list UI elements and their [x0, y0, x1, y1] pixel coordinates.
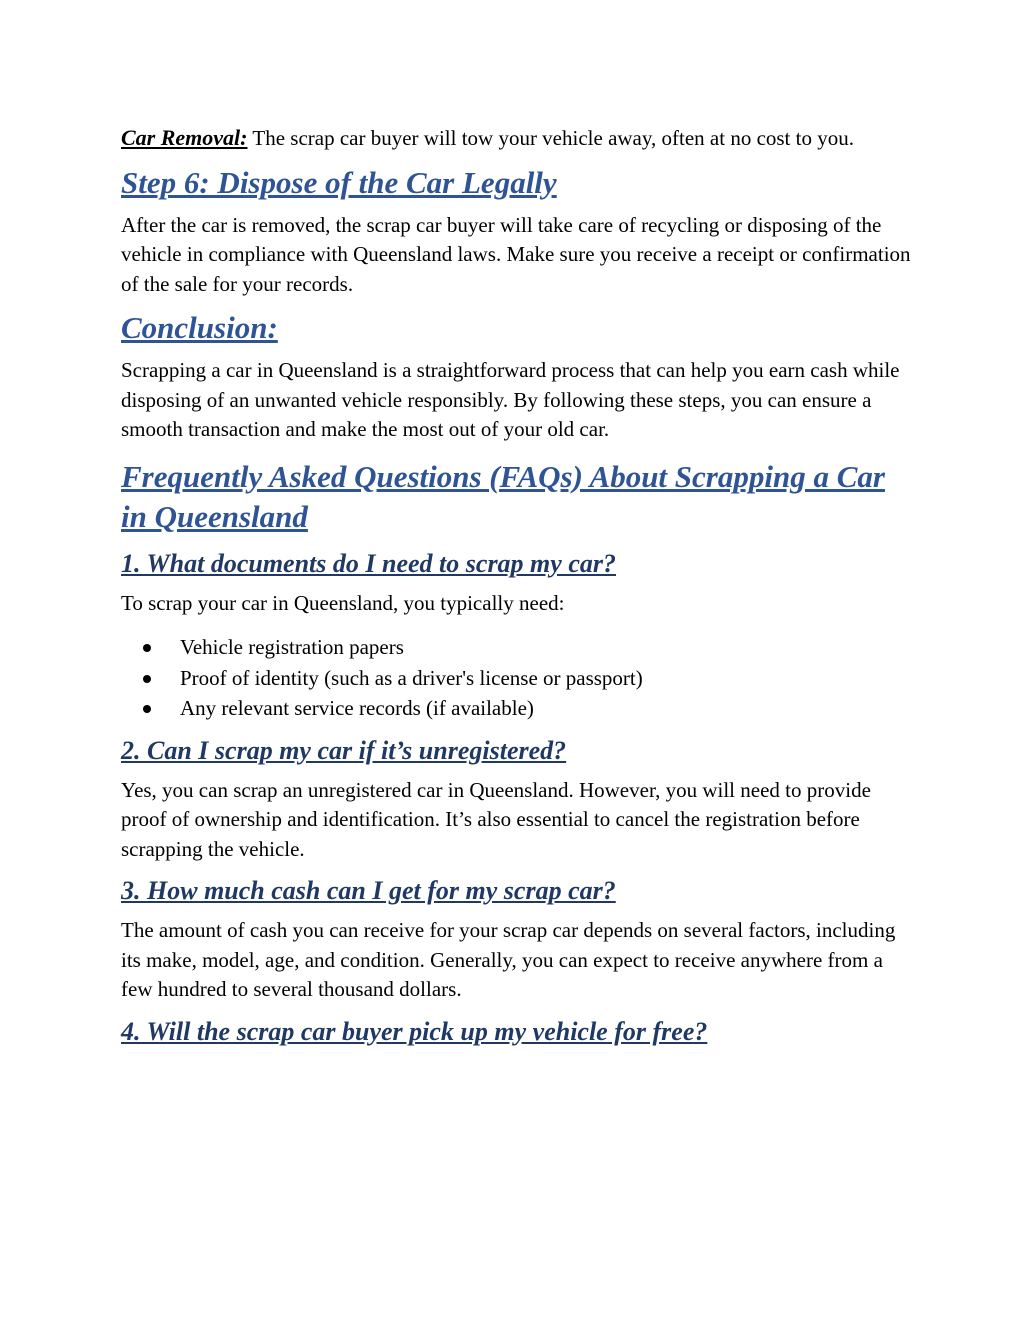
car-removal-label: Car Removal: [121, 125, 248, 150]
faq-question-1: 1. What documents do I need to scrap my car? [121, 548, 616, 578]
list-item [180, 693, 911, 724]
bullet-icon [143, 675, 151, 683]
list-item-text: Proof of identity (such as a driver's license or passport) [180, 665, 643, 690]
document-content [121, 123, 911, 1057]
faq-answer-1: To scrap your car in Queensland, you typically need: [121, 590, 565, 615]
list-item-text: Vehicle registration papers [180, 635, 404, 659]
step6-paragraph: After the car is removed, the scrap car buyer will take care of recycling or disposing of the vehicle in compliance with Queensland laws. Make sure you receive a receipt or confirmation of the sale for your records. [121, 212, 911, 296]
faq-answer-3: The amount of cash you can receive for your scrap car depends on several factors, including its make, model, age, and condition. Generally, you can expect to receive anywhere from a few hundred to several thousand dollars. [121, 918, 896, 1001]
conclusion-heading: Conclusion: [121, 310, 278, 345]
bullet-icon [143, 644, 151, 652]
faq-question-2: 2. Can I scrap my car if it’s unregistered? [121, 735, 567, 765]
step6-heading: Step 6: Dispose of the Car Legally [121, 164, 557, 200]
list-item [180, 663, 911, 694]
conclusion-paragraph: Scrapping a car in Queensland is a straightforward process that can help you earn cash while disposing of an unwanted vehicle responsibly. By following these steps, you can ensure a smooth transaction and make the most out of your old car. [121, 358, 900, 441]
list-item [180, 632, 911, 663]
list-item-text: Any relevant service records (if available) [180, 696, 534, 720]
faq-heading: Frequently Asked Questions (FAQs) About Scrapping a Car in Queensland [121, 458, 885, 534]
bullet-icon [143, 705, 151, 713]
faq-answer-2: Yes, you can scrap an unregistered car in Queensland. However, you will need to provide proof of ownership and identification. It’s also essential to cancel the registration before scrapping the vehicle. [121, 777, 871, 861]
faq-question-4: 4. Will the scrap car buyer pick up my vehicle for free? [121, 1016, 708, 1046]
car-removal-text: The scrap car buyer will tow your vehicle away, often at no cost to you. [247, 126, 854, 150]
documents-list [121, 632, 911, 724]
car-removal-paragraph [121, 123, 911, 154]
faq-question-3: 3. How much cash can I get for my scrap car? [121, 876, 616, 905]
